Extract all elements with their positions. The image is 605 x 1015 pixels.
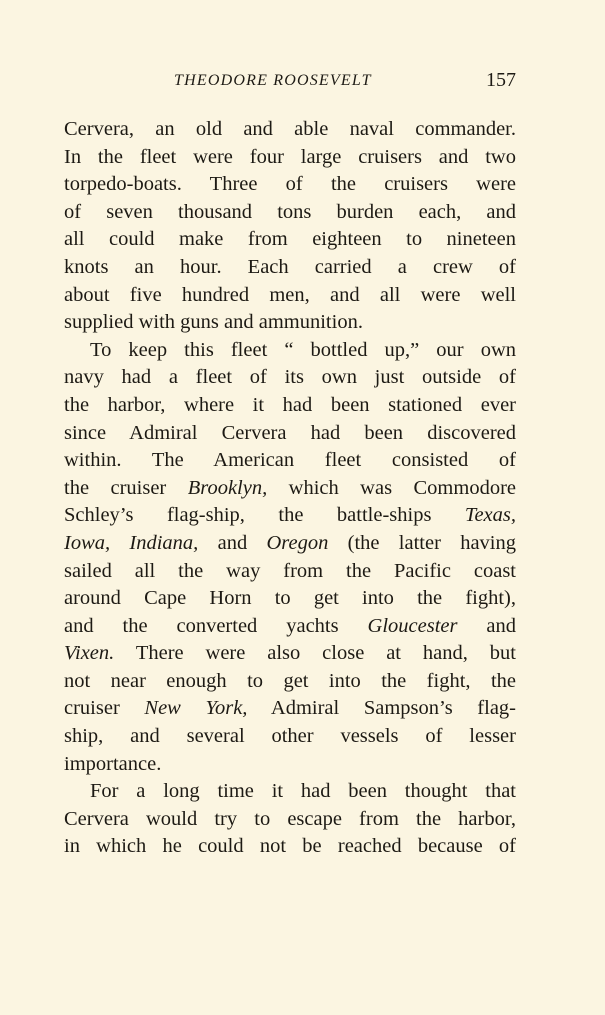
text-segment: and: [457, 614, 516, 637]
text-segment: and: [198, 531, 267, 554]
text-segment: Cervera would try to escape from the harbor,: [64, 807, 516, 830]
text-segment: ship, and several other vessels of lesser: [64, 725, 516, 748]
text-line: [64, 171, 516, 199]
text-line: [64, 116, 516, 144]
text-segment: within. The American fleet consisted of: [64, 449, 516, 472]
text-segment: importance.: [64, 752, 162, 775]
text-segment: There were also close at hand, but: [114, 642, 516, 665]
text-line: [64, 833, 516, 861]
italic-text: Vixen.: [64, 642, 115, 665]
italic-text: Iowa, Indiana,: [64, 531, 199, 554]
text-line: [64, 199, 516, 227]
text-line: [64, 558, 516, 586]
text-segment: navy had a fleet of its own just outside of: [64, 366, 516, 389]
text-line: [64, 723, 516, 751]
text-line: [64, 447, 516, 475]
text-line: [64, 420, 516, 448]
italic-text: New York,: [144, 697, 248, 720]
text-segment: since Admiral Cervera had been discovered: [64, 421, 516, 444]
text-segment: cruiser: [64, 697, 145, 720]
text-segment: Cervera, an old and able naval commander.: [64, 118, 516, 140]
text-segment: in which he could not be reached because of: [64, 835, 516, 858]
text-line: [64, 144, 516, 172]
text-line: [64, 585, 516, 613]
running-header: [64, 69, 516, 100]
italic-text: Oregon: [266, 531, 329, 554]
text-line: [64, 392, 516, 420]
body-text: [64, 116, 516, 861]
text-segment: Admiral Sampson’s flag-: [247, 697, 516, 720]
text-line: [64, 309, 516, 337]
text-line: [64, 530, 516, 558]
text-line: [64, 668, 516, 696]
text-segment: the cruiser: [64, 476, 188, 499]
text-segment: not near enough to get into the fight, the: [64, 669, 516, 692]
text-segment: In the fleet were four large cruisers and two: [64, 145, 516, 168]
text-segment: about five hundred men, and all were well: [64, 283, 516, 306]
text-line: [64, 337, 516, 365]
text-segment: of seven thousand tons burden each, and: [64, 200, 516, 223]
text-line: [64, 778, 516, 806]
text-segment: which was Commodore: [267, 476, 516, 499]
text-segment: For a long time it had been thought that: [90, 780, 516, 803]
italic-text: Brooklyn,: [187, 476, 268, 499]
text-line: [64, 254, 516, 282]
text-segment: supplied with guns and ammunition.: [64, 311, 363, 334]
text-segment: sailed all the way from the Pacific coast: [64, 559, 516, 582]
running-title: THEODORE ROOSEVELT: [174, 72, 372, 89]
text-segment: Schley’s flag-ship, the battle-ships: [64, 504, 465, 527]
text-line: [64, 640, 516, 668]
text-line: [64, 613, 516, 641]
text-segment: torpedo-boats. Three of the cruisers were: [64, 173, 516, 196]
text-segment: around Cape Horn to get into the fight),: [64, 587, 516, 610]
text-line: [64, 475, 516, 503]
text-line: [64, 226, 516, 254]
text-segment: the harbor, where it had been stationed ever: [64, 393, 516, 416]
italic-text: Gloucester: [367, 614, 458, 637]
text-segment: and the converted yachts: [64, 614, 368, 637]
text-line: [64, 364, 516, 392]
text-segment: To keep this fleet “ bottled up,” our own: [90, 338, 516, 361]
text-segment: all could make from eighteen to nineteen: [64, 228, 516, 251]
text-segment: (the latter having: [328, 531, 516, 554]
text-line: [64, 695, 516, 723]
text-line: [64, 502, 516, 530]
text-line: [64, 806, 516, 834]
page-number: 157: [486, 69, 516, 91]
text-segment: knots an hour. Each carried a crew of: [64, 255, 516, 278]
italic-text: Texas,: [464, 504, 516, 527]
text-line: [64, 282, 516, 310]
text-line: [64, 751, 516, 779]
